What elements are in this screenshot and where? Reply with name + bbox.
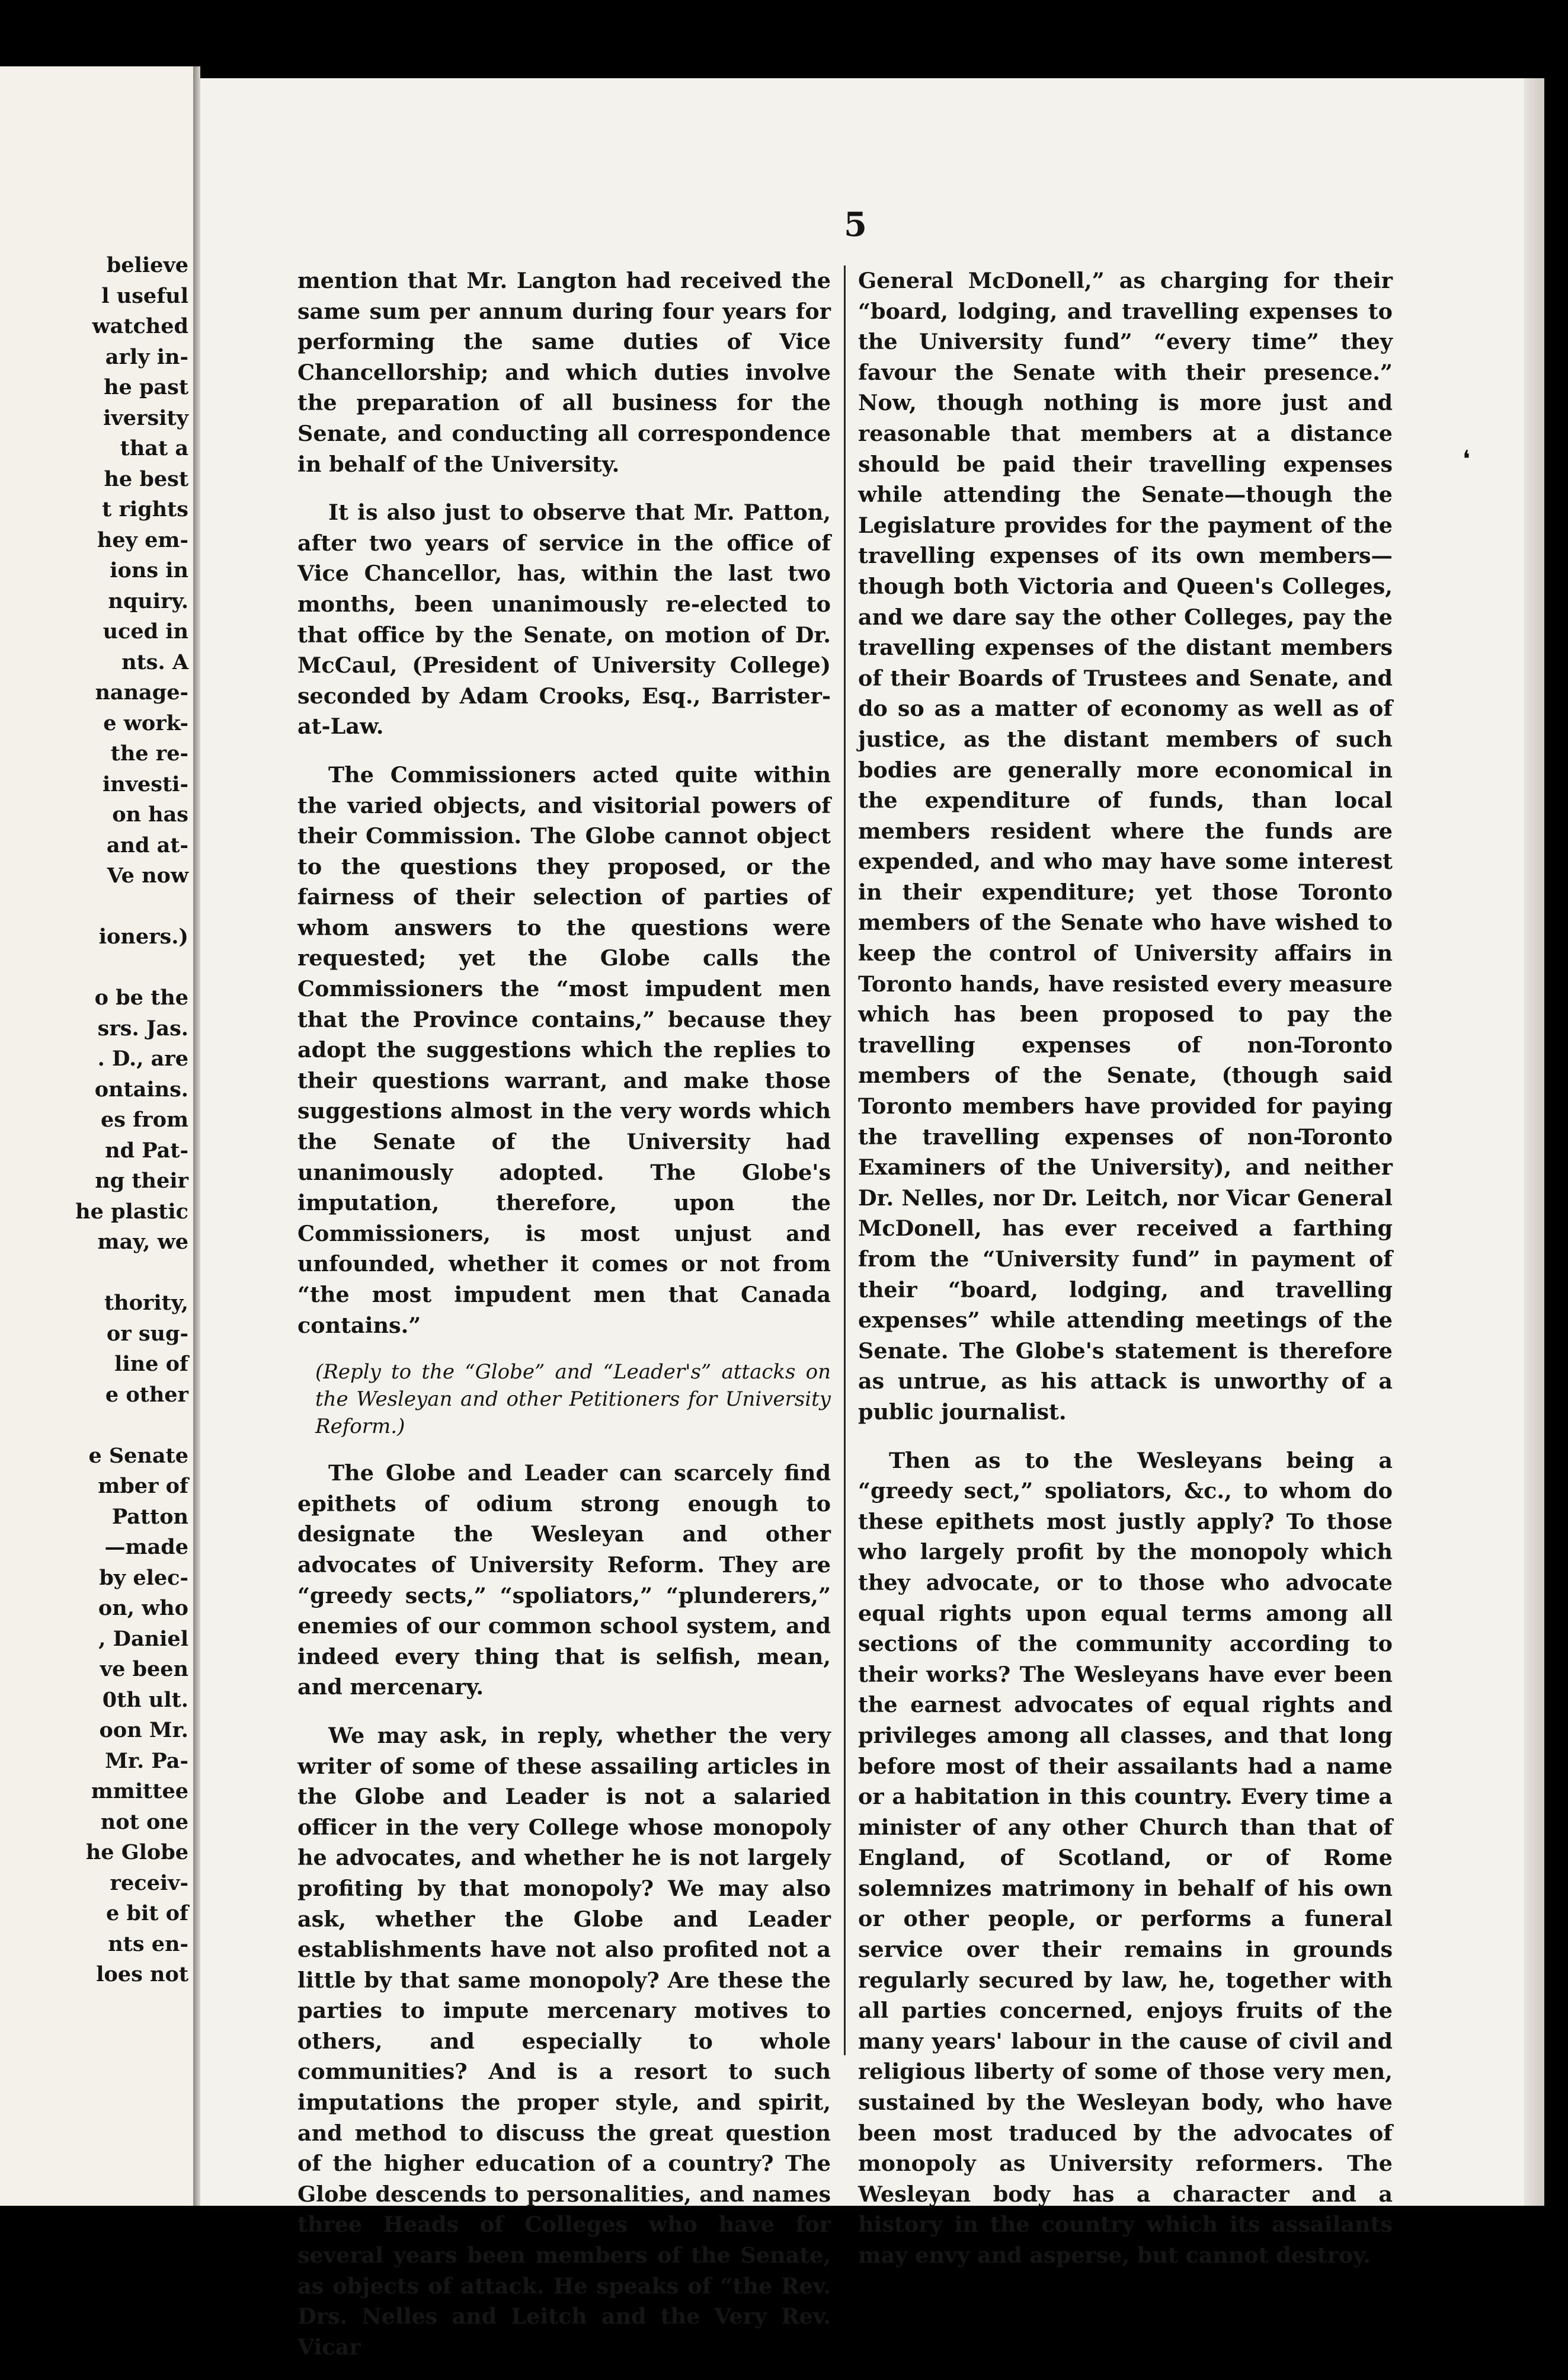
previous-page-line: nanage- [95,680,188,705]
previous-page-line: oon Mr. [99,1718,188,1742]
previous-page-line: arly in- [105,344,188,369]
previous-page-line: that a [120,436,188,460]
previous-page-line: mber of [98,1474,188,1498]
paragraph-wesleyans: Then as to the Wesleyans being a “greedy sect,” spoliators, &c., to whom do these epithets most justly apply? To those who largely profit by the monopoly which they advocate, or to those who advocate equal rights upon equal terms among all sections of the community according to their works? The Wesleyans have ever been the earnest advocates of equal rights and privileges among all classes, and that long before most of their assailants had a name or a habitation in this country. Every time a minister of any other Church than that of England, of Scotland, or of Rome solemnizes matrimony in behalf of his own or other people, or performs a funeral service over their remains in grounds regularly secured by law, he, together with all parties concerned, enjoys fruits of the many years' labour in the cause of civil and religious liberty of some of those very men, sustained by the Wesleyan body, who have been most traduced by the advocates of monopoly as University reformers. The Wesleyan body has a character and a history in the country which its assailants may envy and asperse, but cannot destroy. [858,1447,1393,2268]
previous-page-line [0,1258,188,1288]
previous-page-line: thority, [104,1291,188,1315]
previous-page-line: l useful [101,283,188,308]
previous-page-line: nts. A [121,650,188,674]
previous-page-line: t rights [102,497,188,522]
previous-page-line: receiv- [110,1870,188,1895]
previous-page-line: ioners.) [98,925,188,949]
section-heading-reply: (Reply to the “Globe” and “Leader's” attacks on the Wesleyan and other Petitioners for University Reform.) [315,1360,831,1439]
previous-page-line: not one [100,1809,188,1834]
previous-page-line: o be the [94,986,188,1010]
previous-page-line: e bit of [106,1901,188,1925]
previous-page-line: Ve now [107,863,188,888]
previous-page-line: ng their [95,1169,188,1193]
previous-page-line: he past [104,375,188,399]
previous-page-line: or sug- [106,1321,188,1346]
previous-page-line: . D., are [97,1047,188,1071]
previous-page-line: investi- [102,772,188,796]
previous-page-line: he plastic [75,1199,188,1224]
column-right [858,265,1393,2289]
book-gutter [193,66,200,2206]
previous-page-line [0,952,188,983]
previous-page-line: on has [112,802,188,827]
ink-mark: ❛ [1463,446,1470,473]
previous-page-line: nd Pat- [105,1138,188,1163]
previous-page-line: watched [92,314,188,338]
previous-page-line: on, who [98,1596,188,1620]
previous-page-line: srs. Jas. [97,1016,188,1041]
previous-page-fragment [0,66,193,2206]
column-left [297,265,831,2380]
previous-page-line: nquiry. [108,588,188,613]
previous-page-line: Mr. Pa- [105,1748,188,1773]
previous-page-line: 0th ult. [102,1687,188,1712]
page-5 [200,78,1544,2360]
previous-page-line: believe [106,253,188,277]
previous-page-line: mmittee [91,1779,188,1803]
previous-page-line: the re- [110,741,188,766]
previous-page-line: iversity [103,405,188,430]
previous-page-line: —made [104,1535,188,1559]
previous-page-line [0,891,188,922]
previous-page-line: hey em- [97,527,188,552]
previous-page-line: ontains. [94,1077,188,1102]
previous-page-line: may, we [97,1230,188,1254]
previous-page-line: nts en- [108,1931,188,1956]
previous-page-line: loes not [96,1962,188,1986]
previous-page-line: e other [105,1382,188,1407]
previous-page-line: e Senate [88,1443,188,1468]
paragraph-travelling-expenses: General McDonell,” as charging for their “board, lodging, and travelling expenses to the University fund” “every time” they favour the Senate with their presence.” Now, though nothing is more just and reasonable that members at a distance should be paid their travelling expenses while attending the Senate—though the Legislature provides for the payment of the travelling expenses of its own members—though both Victoria and Queen's Colleges, and we dare say the other Colleges, pay the travelling expenses of the distant members of their Boards of Trustees and Senate, and do so as a matter of economy as well as of justice, as the distant members of such bodies are generally more economical in the expenditure of funds, than local members resident where the funds are expended, and who may have some interest in their expenditure; yet those Toronto members of the Senate who have wished to keep the control of University affairs in Toronto hands, have resisted every measure which has been proposed to pay the travelling expenses of non-Toronto members of the Senate, (though said Toronto members have provided for paying the travelling expenses of non-Toronto Examiners of the University), and neither Dr. Nelles, nor Dr. Leitch, nor Vicar General McDonell, has ever received a farthing from the “University fund” in payment of their “board, lodging, and travelling expenses” while attending meetings of the Senate. The Globe's statement is therefore as untrue, as his attack is unworthy of a public journalist. [858,268,1393,1425]
page-number: 5 [844,205,867,244]
previous-page-line: ve been [100,1657,188,1681]
paragraph-epithets: The Globe and Leader can scarcely find epithets of odium strong enough to designate the Wesleyan and other advocates of University Reform. They are “greedy sects,” “spoliators,” “plunderers,” enemies of our common school system, and indeed every thing that is selfish, mean, and mercenary. [297,1460,831,1700]
paragraph-patton: It is also just to observe that Mr. Patton, after two years of service in the office of Vice Chancellor, has, within the last two months, been unanimously re-elected to that office by the Senate, on motion of Dr. McCaul, (President of University College) seconded by Adam Crooks, Esq., Barrister-at-Law. [297,500,831,740]
previous-page-line: es from [100,1108,188,1132]
previous-page-line: he Globe [85,1840,188,1864]
previous-page-line: uced in [103,619,188,644]
previous-page-line: line of [114,1352,188,1376]
paragraph-langton: mention that Mr. Langton had received the same sum per annum during four years for performing the same duties of Vice Chancellorship; and which duties involve the preparation of all business for the Senate, and conducting all correspondence in behalf of the University. [297,268,831,477]
previous-page-line: ions in [110,558,188,583]
paragraph-reply: We may ask, in reply, whether the very writer of some of these assailing articles in the Globe and Leader is not a salaried officer in the very College whose monopoly he advocates, and whether he is not largely profiting by that monopoly? We may also ask, whether the Globe and Leader establishments have not also profited not a little by that same monopoly? Are these the parties to impute mercenary motives to others, and especially to whole communities? And is a resort to such imputations the proper style, and spirit, and method to discuss the great question of the higher education of a country? The Globe descends to personalities, and names three Heads of Colleges who have for several years been members of the Senate, as objects of attack. He speaks of “the Rev. Drs. Nelles and Leitch and the Very Rev. Vicar [297,1722,831,2360]
column-divider [844,265,846,2055]
paragraph-commissioners: The Commissioners acted quite within the varied objects, and visitorial powers of their Commission. The Globe cannot object to the questions they proposed, or the fairness of their selection of parties of whom answers to the questions were requested; yet the Globe calls the Commissioners the “most impudent men that the Province contains,” because they adopt the suggestions which the replies to their questions warrant, and make those suggestions almost in the very words which the Senate of the University had unanimously adopted. The Globe's imputation, therefore, upon the Commissioners, is most unjust and unfounded, whether it comes or not from “the most impudent men that Canada contains.” [297,762,831,1338]
previous-page-line: by elec- [99,1565,188,1590]
previous-page-column [0,250,188,1990]
previous-page-line: Patton [111,1504,188,1529]
previous-page-line: , Daniel [98,1626,188,1651]
previous-page-line [0,1410,188,1441]
page-edge [1524,78,1544,2206]
previous-page-line: e work- [103,711,188,735]
previous-page-line: and at- [106,833,188,858]
previous-page-line: he best [104,466,188,491]
